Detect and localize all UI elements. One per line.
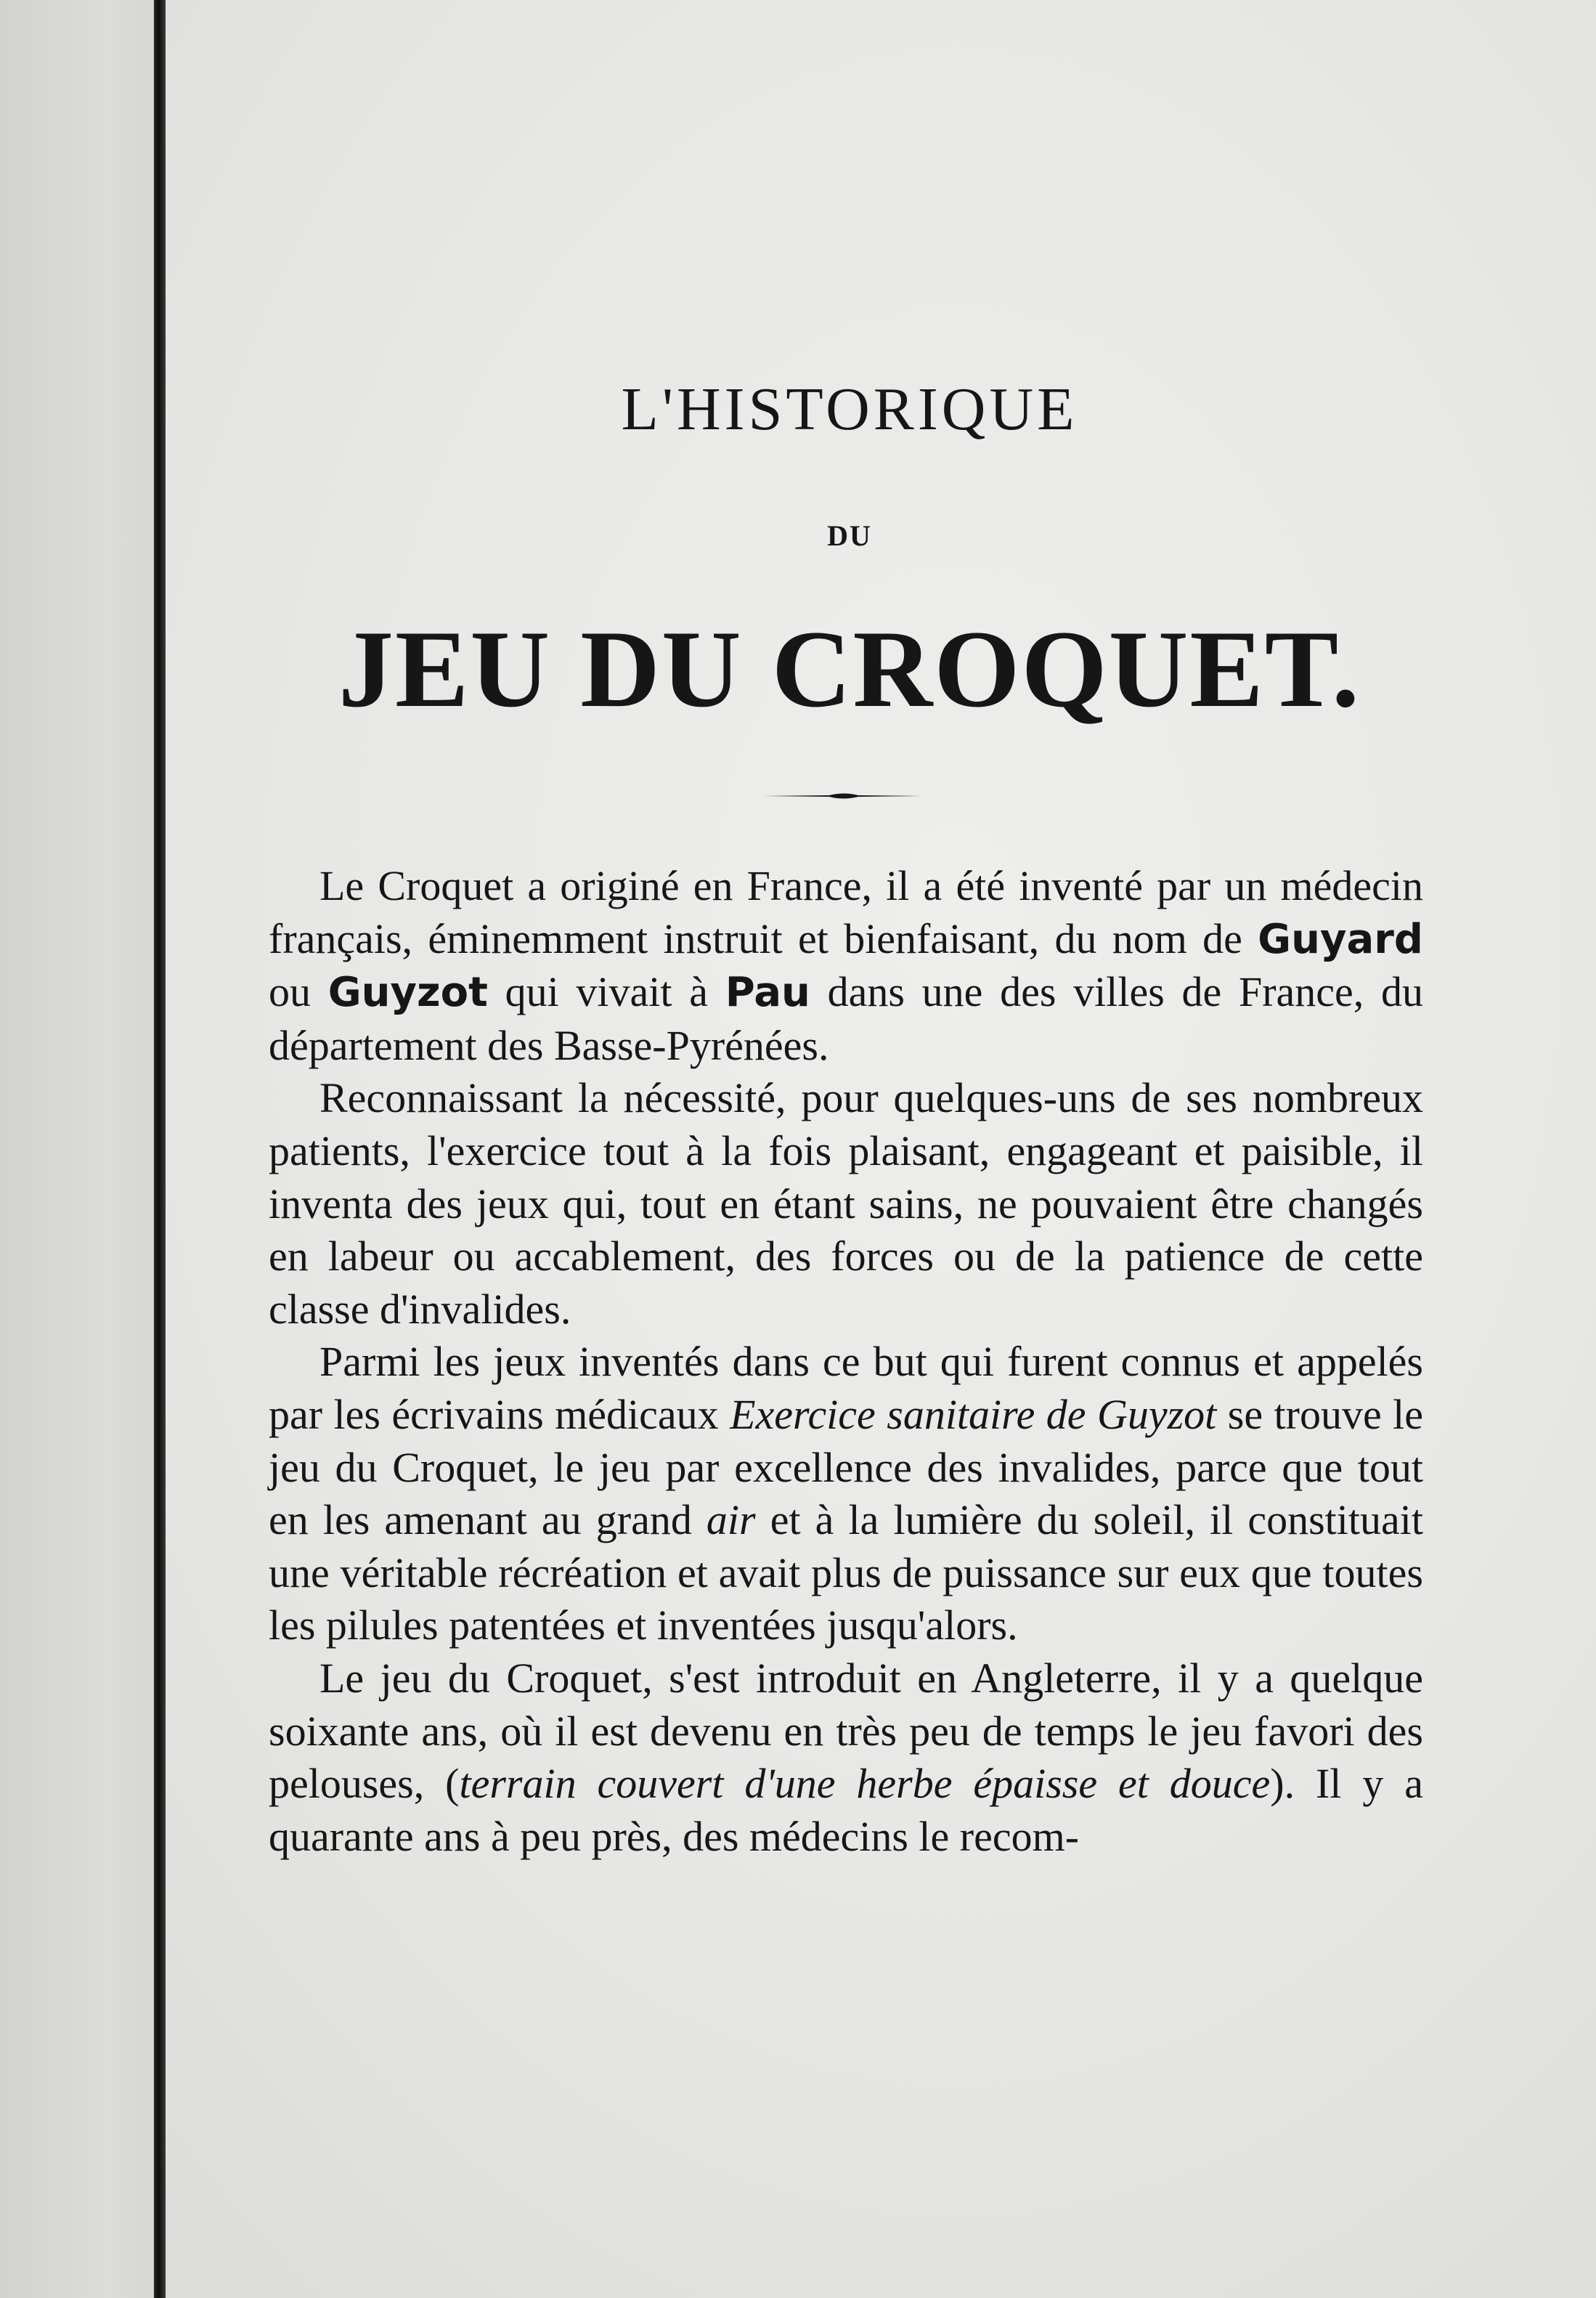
place-pau: Pau <box>725 969 810 1017</box>
italic-terrain-couvert: terrain couvert d'une herbe épaisse et douce <box>459 1760 1271 1808</box>
name-guyzot: Guyzot <box>327 969 488 1017</box>
paragraph-1-text-d: dans une des villes de France, du département des Basse-Pyrénées. <box>269 968 1423 1069</box>
italic-air: air <box>706 1496 756 1544</box>
heading-du: DU <box>827 519 872 552</box>
name-guyard: Guyard <box>1258 915 1423 963</box>
paragraph-3 <box>269 1336 1423 1652</box>
paragraph-1-text-a: Le Croquet a originé en France, il a été inventé par un médecin français, éminemment instruit et bienfaisant, du nom de <box>269 862 1423 962</box>
paragraph-3-text-b: se trouve le jeu du Croquet, le jeu par excellence des invalides, parce que tout en les amenant au grand <box>269 1390 1424 1544</box>
binding-fold-line <box>154 0 166 2298</box>
paragraph-2: Reconnaissant la nécessité, pour quelques-uns de ses nombreux patients, l'exercice tout à la fois plaisant, engageant et paisible, il inventa des jeux qui, tout en étant sains, ne pouvaient être changés en labeur ou accablement, des forces ou de la patience de cette classe d'invalides. <box>269 1074 1423 1333</box>
paragraph-1 <box>269 860 1423 1072</box>
left-margin-strip <box>0 0 154 2298</box>
heading-jeu-du-croquet: JEU DU CROQUET. <box>338 608 1361 730</box>
paragraph-4 <box>269 1652 1423 1863</box>
italic-exercice-sanitaire: Exercice sanitaire de Guyzot <box>730 1390 1217 1438</box>
heading-historique: L'HISTORIQUE <box>621 375 1078 443</box>
paragraph-4-text-b: ). Il y a quarante ans à peu près, des médecins le recom- <box>269 1760 1423 1860</box>
book-page <box>269 0 1430 2298</box>
ornament-divider <box>764 792 924 800</box>
paragraph-1-text-c: qui vivait à <box>487 968 725 1016</box>
paragraph-3-text-c: et à la lumière du soleil, il constituait une véritable récréation et avait plus de puissance sur eux que toutes les pilules patentées et inventées jusqu'alors. <box>269 1496 1423 1649</box>
paragraph-4-text-a: Le jeu du Croquet, s'est introduit en Angleterre, il y a quelque soixante ans, où il est devenu en très peu de temps le jeu favori des pelouses, ( <box>269 1654 1423 1808</box>
paragraph-1-text-b: ou <box>269 968 328 1016</box>
body-text <box>269 860 1423 1863</box>
paragraph-3-text-a: Parmi les jeux inventés dans ce but qui furent connus et appelés par les écrivains médicaux <box>269 1338 1423 1438</box>
